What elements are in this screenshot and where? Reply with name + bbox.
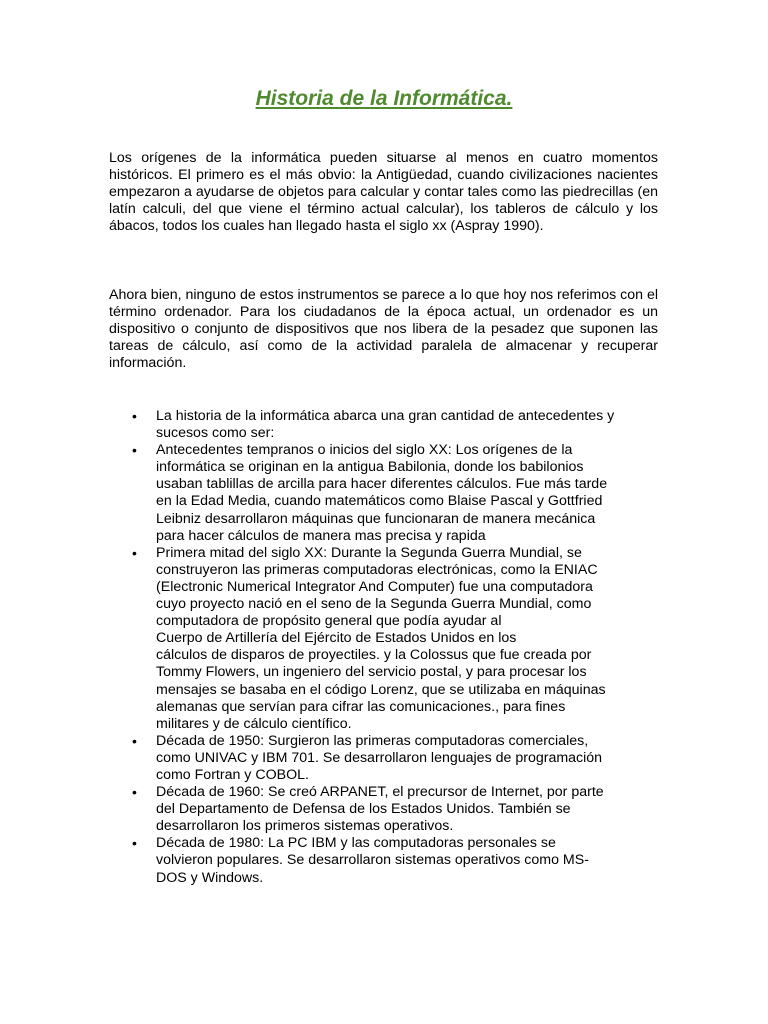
bullet-line: (Electronic Numerical Integrator And Computer) fue una computadora [156,578,593,595]
bullet-line: • Década de 1960: Se creó ARPANET, el precursor de Internet, por parte [156,784,604,801]
bullet-line: del Departamento de Defensa de los Estados Unidos. También se [156,801,571,818]
bullet-line: militares y de cálculo científico. [156,715,352,732]
second-paragraph: Ahora bien, ninguno de estos instrumentos se parece a lo que hoy nos referimos con el término ordenador. Para los ciudadanos de la época actual, un ordenador es un dispositivo o conjunto de dispositivos que nos libera de la pesadez que suponen las tareas de cálculo, así como de la actividad paralela de almacenar y recuperar información. [109,287,658,372]
bullet-line: DOS y Windows. [156,869,264,886]
bullet-line: como Fortran y COBOL. [156,766,309,783]
bullet-line: desarrollaron los primeros sistemas operativos. [156,818,454,835]
bullet-line: • Década de 1950: Surgieron las primeras computadoras comerciales, [156,732,589,749]
bullet-line: computadora de propósito general que podía ayudar al [156,613,502,630]
bullet-line: • Década de 1980: La PC IBM y las computadoras personales se [156,835,556,852]
bullet-item [109,545,669,733]
bullet-line: alemanas que servían para cifrar las comunicaciones., para fines [156,698,566,715]
bullet-line: cálculos de disparos de proyectiles. y la Colossus que fue creada por [156,647,592,664]
bullet-line: informática se originan en la antigua Babilonia, donde los babilonios [156,459,584,476]
bullet-line: sucesos como ser: [156,425,275,442]
bullet-item [109,442,669,545]
bullet-line: en la Edad Media, cuando matemáticos como Blaise Pascal y Gottfried [156,493,603,510]
bullet-line: volvieron populares. Se desarrollaron sistemas operativos como MS- [156,852,589,869]
bullet-line: usaban tablillas de arcilla para hacer diferentes cálculos. Fue más tarde [156,476,608,493]
bullet-item [109,733,669,784]
history-bullet-list [109,408,669,887]
bullet-line: cuyo proyecto nació en el seno de la Segunda Guerra Mundial, como [156,596,592,613]
bullet-item [109,835,669,886]
bullet-line: construyeron las primeras computadoras electrónicas, como la ENIAC [156,561,598,578]
bullet-item [109,408,669,442]
bullet-item [109,784,669,835]
bullet-line: Cuerpo de Artillería del Ejército de Estados Unidos en los [156,630,517,647]
bullet-line: Leibniz desarrollaron máquinas que funcionaran de manera mecánica [156,510,596,527]
document-title: Historia de la Informática. [255,87,513,110]
bullet-line: como UNIVAC y IBM 701. Se desarrollaron lenguajes de programación [156,749,603,766]
bullet-line: • Antecedentes tempranos o inicios del siglo XX: Los orígenes de la [156,442,573,459]
bullet-line: Tommy Flowers, un ingeniero del servicio postal, y para procesar los [156,664,587,681]
bullet-line: • La historia de la informática abarca una gran cantidad de antecedentes y [156,408,615,424]
bullet-line: para hacer cálculos de manera mas precisa y rapida [156,527,486,544]
bullet-line: • Primera mitad del siglo XX: Durante la Segunda Guerra Mundial, se [156,544,582,561]
bullet-line: mensajes se basaba en el código Lorenz, que se utilizaba en máquinas [156,681,606,698]
intro-paragraph: Los orígenes de la informática pueden situarse al menos en cuatro momentos históricos. El primero es el más obvio: la Antigüedad, cuando civilizaciones nacientes empezaron a ayudarse de objetos para calcular y contar tales como las piedrecillas (en latín calculi, del que viene el término actual calcular), los tableros de cálculo y los ábacos, todos los cuales han llegado hasta el siglo xx (Aspray 1990). [109,150,658,235]
